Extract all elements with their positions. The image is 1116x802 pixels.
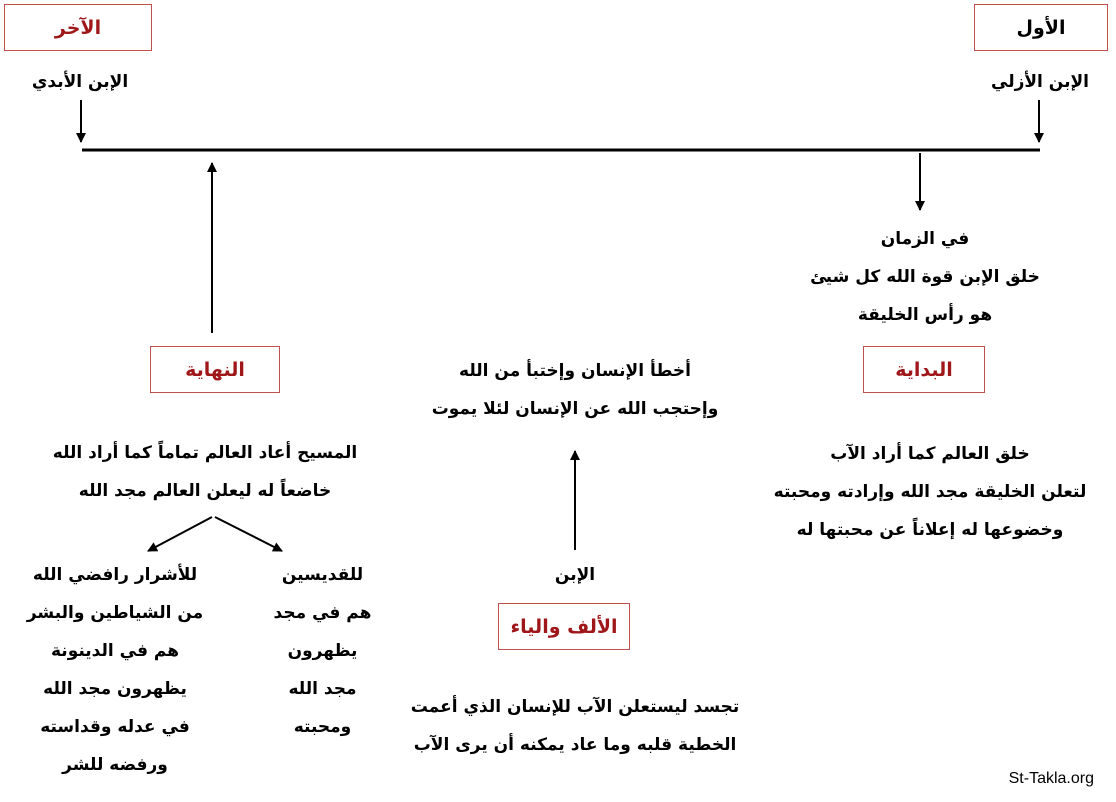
text-line: مجد الله [288,679,357,699]
end-text [45,434,365,510]
text-line: للقديسين [281,565,364,585]
text-line: أخطأ الإنسان وإختبأ من الله [459,361,691,381]
text-line: هو رأس الخليقة [857,305,993,325]
text-line: خاضعاً له ليعلن العالم مجد الله [78,481,332,501]
text-line: يظهرون [287,641,358,661]
label-preexistent-son: الإبن الأزلي [991,72,1089,92]
box-first: الأول [974,4,1108,51]
beginning-bottom-text [770,435,1090,549]
text-line: هم في مجد [273,603,372,623]
box-alpha-omega: الألف والياء [498,603,630,650]
middle-top-text [420,352,730,428]
text-line: تجسد ليستعلن الآب للإنسان الذي أعمت [410,697,740,717]
label-son: الإبن [554,565,596,585]
text-line: خلق العالم كما أراد الآب [830,444,1030,464]
beginning-top-text [790,220,1060,334]
text-line: ورفضه للشر [62,755,168,775]
text-line: في الزمان [880,229,970,249]
label-eternal-son: الإبن الأبدي [31,72,129,92]
saints-text [255,556,390,746]
site-credit: St-Takla.org [1008,770,1094,787]
arrow-to-wicked [148,517,212,551]
text-line: وإحتجب الله عن الإنسان لئلا يموت [431,399,719,419]
text-line: ومحبته [293,717,352,737]
text-line: للأشرار رافضي الله [32,565,198,585]
box-last: الآخر [4,4,152,51]
text-line: لتعلن الخليقة مجد الله وإرادته ومحبته [773,482,1087,502]
text-line: هم في الدينونة [51,641,179,661]
text-line: يظهرون مجد الله [43,679,187,699]
text-line: في عدله وقداسته [40,717,190,737]
text-line: من الشياطين والبشر [26,603,204,623]
middle-bottom-text [410,688,740,764]
text-line: خلق الإبن قوة الله كل شيئ [810,267,1040,287]
box-end: النهاية [150,346,280,393]
text-line: وخضوعها له إعلاناً عن محبتها له [796,520,1064,540]
arrow-to-saints [215,517,282,551]
box-beginning: البداية [863,346,985,393]
text-line: المسيح أعاد العالم تماماً كما أراد الله [52,443,358,463]
wicked-text [15,556,215,784]
text-line: الخطية قلبه وما عاد يمكنه أن يرى الآب [413,735,737,755]
